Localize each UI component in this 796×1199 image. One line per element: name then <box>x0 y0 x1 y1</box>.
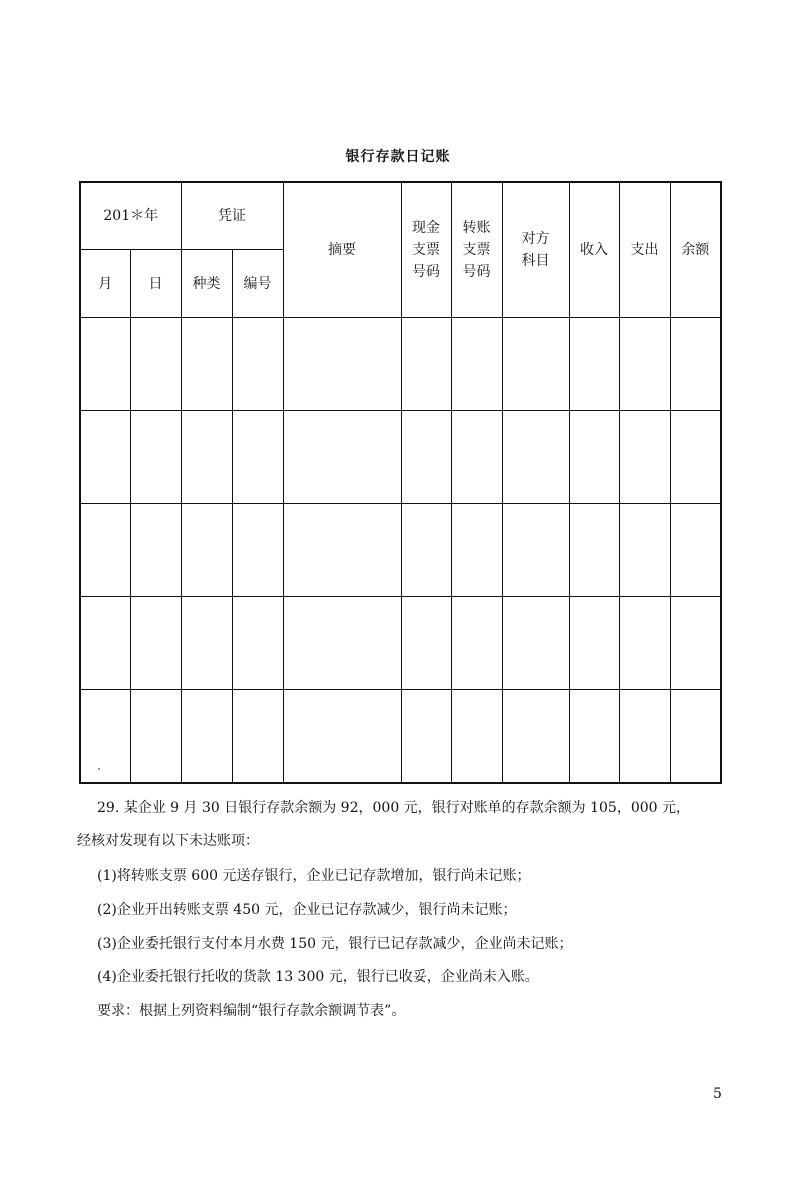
table-cell <box>130 504 181 597</box>
table-cell <box>619 318 670 411</box>
table-cell <box>181 504 232 597</box>
table-cell <box>670 504 721 597</box>
table-row <box>80 597 721 690</box>
table-cell <box>401 504 451 597</box>
table-cell <box>80 690 130 784</box>
table-cell <box>80 411 130 504</box>
table-cell <box>181 690 232 784</box>
table-cell <box>283 411 401 504</box>
table-cell <box>181 318 232 411</box>
table-cell <box>401 318 451 411</box>
table-cell <box>232 690 283 784</box>
page-number: 5 <box>713 1086 722 1102</box>
table-cell <box>401 690 451 784</box>
table-cell <box>502 411 569 504</box>
table-cell <box>670 597 721 690</box>
table-cell <box>130 597 181 690</box>
month-header: 月 <box>80 250 130 318</box>
counter-account-header: 对方 科目 <box>502 182 569 318</box>
table-cell <box>283 597 401 690</box>
transfer-cheque-number-header: 转账 支票 号码 <box>451 182 502 318</box>
table-cell <box>80 597 130 690</box>
table-cell <box>502 504 569 597</box>
table-cell <box>502 318 569 411</box>
table-cell <box>670 411 721 504</box>
question-item-1: (1)将转账支票 600 元送存银行，企业已记存款增加，银行尚未记账； <box>97 868 531 884</box>
table-cell <box>130 318 181 411</box>
table-cell <box>283 504 401 597</box>
table-cell <box>232 411 283 504</box>
table-cell <box>181 411 232 504</box>
table-cell <box>283 690 401 784</box>
year-header: 201＊年 <box>80 182 181 250</box>
table-cell <box>502 597 569 690</box>
page-title: 银行存款日记账 <box>345 149 451 165</box>
question-intro-continuation: 经核对发现有以下未达账项： <box>77 833 259 849</box>
voucher-header: 凭证 <box>181 182 283 250</box>
voucher-number-header: 编号 <box>232 250 283 318</box>
table-row <box>80 690 721 784</box>
table-cell <box>232 597 283 690</box>
question-item-3: (3)企业委托银行支付本月水费 150 元，银行已记存款减少，企业尚未记账； <box>97 936 573 952</box>
table-cell <box>130 690 181 784</box>
table-cell <box>569 411 619 504</box>
table-row <box>80 411 721 504</box>
question-item-2: (2)企业开出转账支票 450 元，企业已记存款减少，银行尚未记账； <box>97 902 517 918</box>
balance-header: 余额 <box>670 182 721 318</box>
table-cell <box>451 690 502 784</box>
income-header: 收入 <box>569 182 619 318</box>
table-cell <box>232 504 283 597</box>
table-cell <box>569 504 619 597</box>
table-cell <box>569 690 619 784</box>
table-cell <box>80 504 130 597</box>
table-cell <box>451 318 502 411</box>
question-item-4: (4)企业委托银行托收的货款 13 300 元，银行已收妥，企业尚未入账。 <box>97 969 539 985</box>
table-cell <box>181 597 232 690</box>
table-cell <box>130 411 181 504</box>
table-cell <box>80 318 130 411</box>
table-cell <box>569 597 619 690</box>
expense-header: 支出 <box>619 182 670 318</box>
table-cell <box>401 597 451 690</box>
table-cell <box>232 318 283 411</box>
table-cell <box>670 690 721 784</box>
question-requirement: 要求：根据上列资料编制“银行存款余额调节表”。 <box>97 1003 406 1019</box>
table-cell <box>619 690 670 784</box>
table-cell <box>451 504 502 597</box>
table-cell <box>451 597 502 690</box>
table-cell <box>451 411 502 504</box>
table-cell <box>619 597 670 690</box>
table-cell <box>569 318 619 411</box>
day-header: 日 <box>130 250 181 318</box>
scan-speck <box>98 768 100 770</box>
table-row <box>80 318 721 411</box>
table-cell <box>502 690 569 784</box>
table-cell <box>401 411 451 504</box>
table-cell <box>619 411 670 504</box>
summary-header: 摘要 <box>283 182 401 318</box>
cash-cheque-number-header: 现金 支票 号码 <box>401 182 451 318</box>
table-row <box>80 504 721 597</box>
question-intro-line: 29. 某企业 9 月 30 日银行存款余额为 92，000 元，银行对账单的存款余额为 105，000 元， <box>97 800 691 816</box>
table-cell <box>670 318 721 411</box>
voucher-type-header: 种类 <box>181 250 232 318</box>
bank-deposit-journal-table <box>79 181 722 784</box>
table-cell <box>283 318 401 411</box>
table-cell <box>619 504 670 597</box>
